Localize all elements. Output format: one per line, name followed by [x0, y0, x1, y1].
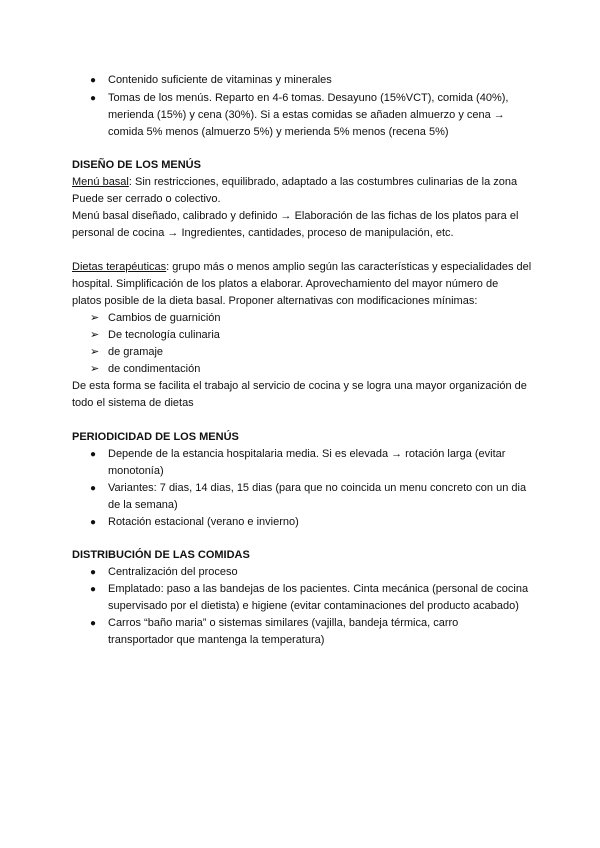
paragraph-line: hospital. Simplificación de los platos a elaborar. Aprovechamiento del mayor número de — [72, 278, 499, 290]
list-item: Centralización del proceso — [108, 566, 238, 578]
list-item: de condimentación — [108, 363, 201, 375]
paragraph-line: todo el sistema de dietas — [72, 397, 194, 409]
dietas-label: Dietas terapéuticas — [72, 261, 167, 273]
bullet-icon: ● — [90, 75, 97, 86]
paragraph-line — [72, 174, 517, 191]
dietas-text: : grupo más o menos amplio según las características y especialidades del — [166, 261, 532, 273]
bullet-icon: ● — [90, 483, 97, 494]
paragraph-line: personal de cocina → Ingredientes, cantidades, proceso de manipulación, etc. — [72, 227, 454, 239]
arrow-bullet-icon: ➢ — [90, 346, 100, 358]
paragraph-line: De esta forma se facilita el trabajo al servicio de cocina y se logra una mayor organización de — [72, 380, 527, 392]
list-item: De tecnología culinaria — [108, 329, 220, 341]
arrow-bullet-icon: ➢ — [90, 312, 100, 324]
menu-basal-label: Menú basal — [72, 176, 129, 188]
list-item: Carros “baño maria” o sistemas similares (vajilla, bandeja térmica, carro — [108, 617, 459, 629]
list-item: Cambios de guarnición — [108, 312, 221, 324]
list-item-continuation: transportador que mantenga la temperatura) — [108, 634, 325, 646]
paragraph-line: platos posible de la dieta basal. Proponer alternativas con modificaciones mínimas: — [72, 295, 478, 307]
bullet-icon: ● — [90, 584, 97, 595]
bullet-icon: ● — [90, 517, 97, 528]
list-item-continuation: monotonía) — [108, 465, 164, 477]
section-heading-periodicidad: PERIODICIDAD DE LOS MENÚS — [72, 431, 239, 443]
list-item-continuation: de la semana) — [108, 499, 178, 511]
bullet-icon: ● — [90, 93, 97, 104]
arrow-bullet-icon: ➢ — [90, 363, 100, 375]
bullet-icon: ● — [90, 618, 97, 629]
list-item: Rotación estacional (verano e invierno) — [108, 516, 299, 528]
menu-basal-text: : Sin restricciones, equilibrado, adaptado a las costumbres culinarias de la zona — [128, 176, 518, 188]
arrow-bullet-icon: ➢ — [90, 329, 100, 341]
list-item: Tomas de los menús. Reparto en 4-6 tomas. Desayuno (15%VCT), comida (40%), — [108, 92, 509, 104]
section-heading-diseno: DISEÑO DE LOS MENÚS — [72, 159, 201, 171]
list-item: Variantes: 7 dias, 14 dias, 15 dias (para que no coincida un menu concreto con un dia — [108, 482, 527, 494]
paragraph-line: Puede ser cerrado o colectivo. — [72, 193, 221, 205]
list-item-continuation: comida 5% menos (almuerzo 5%) y merienda 5% menos (recena 5%) — [108, 126, 449, 138]
list-item: Contenido suficiente de vitaminas y minerales — [108, 74, 332, 86]
bullet-icon: ● — [90, 567, 97, 578]
list-item: de gramaje — [108, 346, 164, 358]
section-heading-distribucion: DISTRIBUCIÓN DE LAS COMIDAS — [72, 549, 250, 561]
list-item: Emplatado: paso a las bandejas de los pacientes. Cinta mecánica (personal de cocina — [108, 583, 529, 595]
list-item-continuation: supervisado por el dietista) e higiene (evitar contaminaciones del producto acabado) — [108, 600, 519, 612]
paragraph-line: Menú basal diseñado, calibrado y definido → Elaboración de las fichas de los platos para el — [72, 210, 519, 222]
paragraph-line — [72, 259, 531, 276]
list-item-continuation: merienda (15%) y cena (30%). Si a estas comidas se añaden almuerzo y cena → — [108, 109, 505, 121]
bullet-icon: ● — [90, 449, 97, 460]
list-item: Depende de la estancia hospitalaria media. Si es elevada → rotación larga (evitar — [108, 448, 506, 460]
